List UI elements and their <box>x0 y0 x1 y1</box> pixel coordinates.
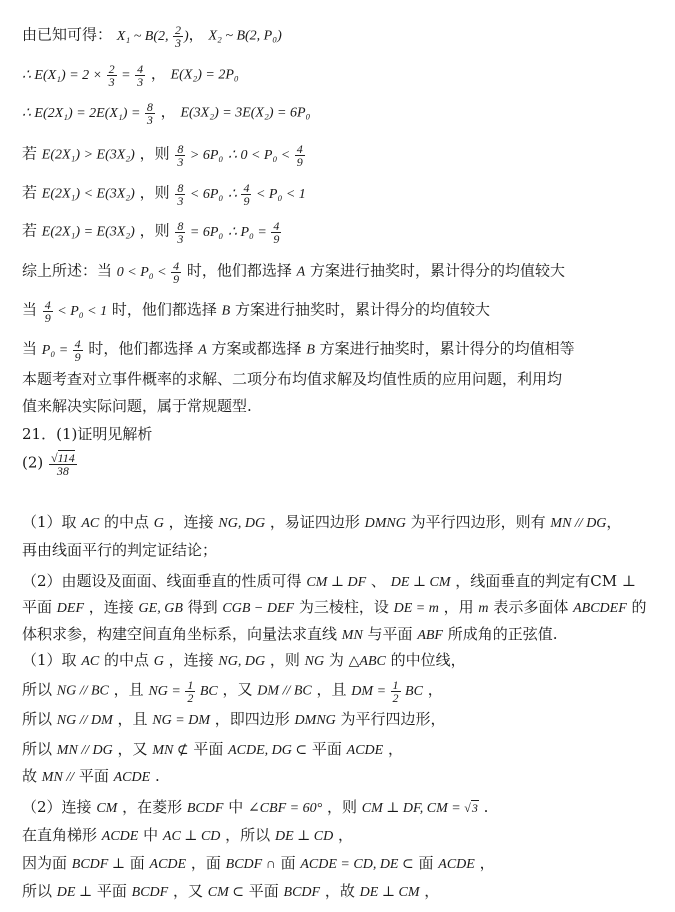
text-run: 的 <box>626 598 647 616</box>
text-run: ，所以 <box>220 826 275 844</box>
text-line-l4 <box>22 143 665 168</box>
text-line-l21 <box>22 709 665 731</box>
text-run: 中 <box>223 798 248 816</box>
text-run: ， <box>155 102 181 121</box>
math-expression: MN <box>341 628 363 643</box>
math-expression: ACDE <box>101 829 139 844</box>
text-run: 若 <box>22 221 42 240</box>
math-expression: △ABC <box>348 654 386 669</box>
math-expression: 0 < P₀ < $\frac{4}{9}$ <box>116 259 180 286</box>
math-expression: NG, DG <box>218 654 266 669</box>
text-line-l25 <box>22 825 665 847</box>
text-line-l6 <box>22 220 665 245</box>
text-run: 时，他们都选择 <box>182 261 297 280</box>
math-expression: G <box>153 516 164 531</box>
text-line-l24 <box>22 797 665 819</box>
math-expression: ABCDEF <box>573 601 627 616</box>
math-expression: ∴ E(2X₁) = 2E(X₁) = $\frac{8}{3}$ <box>22 100 153 127</box>
math-expression: DMNG <box>364 516 406 531</box>
math-expression: NG = $\frac{1}{2}$ BC <box>148 678 218 705</box>
text-run: 方案进行抽奖时，累计得分的均值相等 <box>314 339 575 358</box>
text-run: 为三棱柱，设 <box>294 598 394 616</box>
fraction: $\frac{2}{3}$ <box>175 23 181 50</box>
text-run: ，故 <box>320 882 360 900</box>
fraction: $\frac{1}{2}$ <box>187 678 194 705</box>
text-line-l27 <box>22 881 665 903</box>
text-run: 综上所述：当 <box>22 261 117 280</box>
text-run: 平面 <box>74 767 114 785</box>
text-run: 中 <box>138 826 163 844</box>
math-expression: DE ⊥ CM <box>359 885 420 900</box>
math-expression: BCDF <box>283 885 321 900</box>
text-run: 表示多面体 <box>488 598 574 616</box>
text-line-l15 <box>22 540 665 560</box>
fraction: $\frac{√114}{38}$ <box>51 451 75 478</box>
math-expression <box>48 451 78 478</box>
text-run: 得到 <box>182 598 223 616</box>
math-expression: DE ⊥ <box>56 885 93 900</box>
text-run: 平面 <box>307 740 347 758</box>
text-run: ，则 <box>265 651 305 669</box>
text-run: 当 <box>22 300 42 319</box>
math-expression: ACDE <box>149 857 187 872</box>
fraction: $\frac{4}{9}$ <box>296 142 303 169</box>
text-run: ，易证四边形 <box>265 513 365 531</box>
text-run: ， <box>474 854 495 872</box>
math-expression: X₁ ~ B(2, $\frac{2}{3}$ ) <box>116 23 189 50</box>
math-expression: AC <box>81 516 100 531</box>
text-line-l10 <box>22 369 665 389</box>
math-expression: MN // DG <box>56 743 113 758</box>
text-run: 面 <box>125 854 150 872</box>
math-expression: DM // BC <box>257 683 312 699</box>
math-expression: DM = $\frac{1}{2}$ BC <box>351 678 423 705</box>
text-run: 体积求参，构建空间直角坐标系，向量法求直线 <box>22 625 342 643</box>
text-run: ， <box>606 513 622 531</box>
text-run: 若 <box>22 183 42 202</box>
text-run: ，线面垂直的判定有CM ⊥ <box>450 572 637 590</box>
text-run: ，又 <box>112 740 153 758</box>
text-run: ，且 <box>108 680 149 699</box>
text-line-l26 <box>22 853 665 875</box>
text-run: 方案进行抽奖时，累计得分的均值较大 <box>230 300 490 319</box>
text-run: ，又 <box>168 882 208 900</box>
text-run: 的中位线， <box>385 651 466 669</box>
fraction: $\frac{8}{3}$ <box>177 219 184 246</box>
text-run: 平面 <box>188 740 229 758</box>
math-expression: m <box>478 601 489 616</box>
text-line-l1 <box>22 24 665 49</box>
text-run: 为 <box>324 651 349 669</box>
math-expression: AC ⊥ CD <box>162 829 221 844</box>
text-line-l8 <box>22 299 665 324</box>
math-expression: NG // DM <box>56 713 113 728</box>
math-expression: ∠CBF = 60° <box>247 801 323 816</box>
text-run: 平面 <box>92 882 132 900</box>
text-run: 时，他们都选择 <box>83 339 199 358</box>
math-expression: NG, DG <box>218 516 266 531</box>
text-line-l22 <box>22 739 665 761</box>
fraction: $\frac{4}{9}$ <box>173 259 180 286</box>
math-expression: MN // <box>41 770 75 785</box>
text-run: 所成角的正弦值. <box>442 625 558 643</box>
math-expression: ∴ $\frac{4}{9}$ < P₀ < 1 <box>228 181 306 208</box>
text-run: 值来解决实际问题，属于常规题型. <box>22 397 252 415</box>
fraction: $\frac{4}{9}$ <box>273 219 280 246</box>
text-line-l17 <box>22 597 665 619</box>
math-expression: AC <box>81 654 100 669</box>
text-run: . <box>478 798 489 816</box>
math-expression: ACDE <box>438 857 475 872</box>
text-run: ， <box>422 680 443 699</box>
math-expression: E(3X₂) = 3E(X₂) = 6P₀ <box>180 105 311 121</box>
math-expression: CM ⊥ DF, CM = √3 <box>361 801 478 816</box>
text-run: 因为面 <box>22 854 72 872</box>
text-run: 面 <box>413 854 439 872</box>
text-run: ，则 <box>322 798 362 816</box>
text-run: ，在菱形 <box>117 798 187 816</box>
text-run: 再由线面平行的判定证结论； <box>22 541 218 559</box>
math-expression: MN // DG <box>550 516 607 531</box>
text-run: ，连接 <box>163 651 219 669</box>
math-expression: DMNG <box>294 713 336 728</box>
text-run: ，且 <box>112 710 153 728</box>
math-expression: E(2X₁) > E(3X₂) <box>41 147 135 163</box>
text-run: 平面 <box>244 882 284 900</box>
fraction: $\frac{2}{3}$ <box>108 62 115 89</box>
fraction: $\frac{4}{9}$ <box>74 337 81 364</box>
math-expression: CM ⊥ DF <box>306 575 367 590</box>
math-expression: $\frac{4}{9}$ < P₀ < 1 <box>44 298 108 325</box>
text-run: （1）取 <box>22 651 82 669</box>
text-line-l3 <box>22 101 665 126</box>
math-expression: X₂ ~ B(2, P₀) <box>208 28 282 44</box>
text-run: 在直角梯形 <box>22 826 102 844</box>
text-run: 为平行四边形，则有 <box>405 513 551 531</box>
text-run: 所以 <box>22 740 57 758</box>
text-run: 面 <box>275 854 301 872</box>
text-run: 本题考查对立事件概率的求解、二项分布均值求解及均值性质的应用问题，利用均 <box>22 370 563 388</box>
math-expression: ∴ 0 < P₀ < $\frac{4}{9}$ <box>228 142 303 169</box>
text-run: 平面 <box>22 598 57 616</box>
math-expression: DE ⊥ CD <box>274 829 334 844</box>
math-expression: E(2X₁) < E(3X₂) <box>41 186 135 202</box>
text-line-l5 <box>22 182 665 207</box>
math-expression: ACDE <box>113 770 151 785</box>
radical: √3 <box>464 801 478 815</box>
math-expression: G <box>153 654 164 669</box>
text-run: 为平行四边形， <box>335 710 446 728</box>
text-run: ，则 <box>134 183 175 202</box>
text-run: 、 <box>366 572 391 590</box>
text-run: （2）连接 <box>22 798 97 816</box>
text-line-l23 <box>22 766 665 788</box>
text-run: （1）取 <box>22 513 82 531</box>
fraction: $\frac{8}{3}$ <box>177 181 184 208</box>
text-line-l16 <box>22 571 665 593</box>
text-run: 与平面 <box>362 625 418 643</box>
text-run: 故 <box>22 767 42 785</box>
math-expression: DEF <box>56 601 84 616</box>
text-run: 所以 <box>22 710 57 728</box>
text-run: 方案或都选择 <box>206 339 307 358</box>
math-expression: DE = m <box>393 601 439 616</box>
fraction: $\frac{8}{3}$ <box>177 142 184 169</box>
math-expression: P₀ = $\frac{4}{9}$ <box>41 337 81 364</box>
fraction: $\frac{1}{2}$ <box>392 678 399 705</box>
math-expression: CM ⊂ <box>207 885 244 900</box>
text-run: ，且 <box>311 680 352 699</box>
math-expression: ACDE <box>346 743 384 758</box>
text-run: ，连接 <box>163 513 219 531</box>
text-run: 时，他们都选择 <box>107 300 222 319</box>
text-run: 当 <box>22 339 42 358</box>
text-run: ， <box>146 64 171 83</box>
text-line-l18 <box>22 624 665 646</box>
text-line-l11 <box>22 396 665 416</box>
math-expression: $\frac{8}{3}$ > 6P₀ <box>177 142 224 169</box>
text-run: ， <box>333 826 354 844</box>
text-line-l20 <box>22 679 665 704</box>
fraction: $\frac{8}{3}$ <box>146 100 153 127</box>
text-line-l19 <box>22 650 665 672</box>
math-expression: ABF <box>417 628 443 643</box>
text-line-l9 <box>22 338 665 363</box>
text-run: （2）由题设及面面、线面垂直的性质可得 <box>22 572 307 590</box>
text-run: 的中点 <box>99 651 154 669</box>
text-line-l13 <box>22 452 665 477</box>
text-run: ， <box>383 740 404 758</box>
math-expression: BCDF <box>186 801 224 816</box>
fraction: $\frac{4}{9}$ <box>44 298 51 325</box>
math-expression: BCDF <box>131 885 169 900</box>
math-expression: NG = DM <box>152 713 210 728</box>
math-expression: A <box>296 264 306 280</box>
math-expression: $\frac{8}{3}$ < 6P₀ <box>177 181 224 208</box>
text-run: 方案进行抽奖时，累计得分的均值较大 <box>305 261 565 280</box>
text-run: ，又 <box>217 680 258 699</box>
text-line-l12 <box>22 424 665 444</box>
math-expression: MN ⊄ <box>152 743 189 758</box>
math-expression: BCDF ∩ <box>225 857 276 872</box>
text-run: ， <box>419 882 440 900</box>
text-line-l2 <box>22 63 665 88</box>
text-run: 所以 <box>22 882 57 900</box>
text-line-l7 <box>22 260 665 285</box>
math-expression: NG <box>304 654 325 669</box>
math-expression: NG // BC <box>56 683 109 699</box>
math-expression: ACDE, DG ⊂ <box>228 743 308 758</box>
text-run: ，则 <box>134 144 175 163</box>
math-expression: B <box>221 303 231 319</box>
text-run: ，连接 <box>84 598 139 616</box>
text-run: ，则 <box>134 221 175 240</box>
math-expression: GE, GB <box>138 601 183 616</box>
fraction: $\frac{4}{9}$ <box>243 181 250 208</box>
math-expression: BCDF ⊥ <box>71 857 125 872</box>
math-expression: A <box>198 342 207 358</box>
text-line-l14 <box>22 512 665 534</box>
math-expression: ∴ P₀ = $\frac{4}{9}$ <box>228 219 280 246</box>
text-run: 21．(1)证明见解析 <box>22 425 153 443</box>
math-expression: DE ⊥ CM <box>390 575 451 590</box>
math-expression: ∴ E(X₁) = 2 × $\frac{2}{3}$ = $\frac{4}{3}$ <box>22 62 144 89</box>
text-run: 由已知可得： <box>22 25 117 44</box>
text-run: 的中点 <box>99 513 154 531</box>
text-run: 若 <box>22 144 42 163</box>
math-expression: CM <box>96 801 118 816</box>
text-run: . <box>150 767 160 785</box>
text-run: 所以 <box>22 680 57 699</box>
text-run: (2) <box>22 453 49 472</box>
math-expression: CGB − DEF <box>222 601 295 616</box>
text-run: ，用 <box>438 598 479 616</box>
text-run: ，面 <box>186 854 226 872</box>
text-run: ， <box>188 25 209 44</box>
math-expression: B <box>306 342 315 358</box>
math-expression: E(X₂) = 2P₀ <box>170 67 239 83</box>
math-expression: ACDE = CD, DE ⊂ <box>300 857 414 872</box>
math-expression: $\frac{8}{3}$ = 6P₀ <box>177 219 224 246</box>
fraction: $\frac{4}{3}$ <box>137 62 144 89</box>
text-run: ，即四边形 <box>210 710 295 728</box>
math-expression: E(2X₁) = E(3X₂) <box>41 224 135 240</box>
